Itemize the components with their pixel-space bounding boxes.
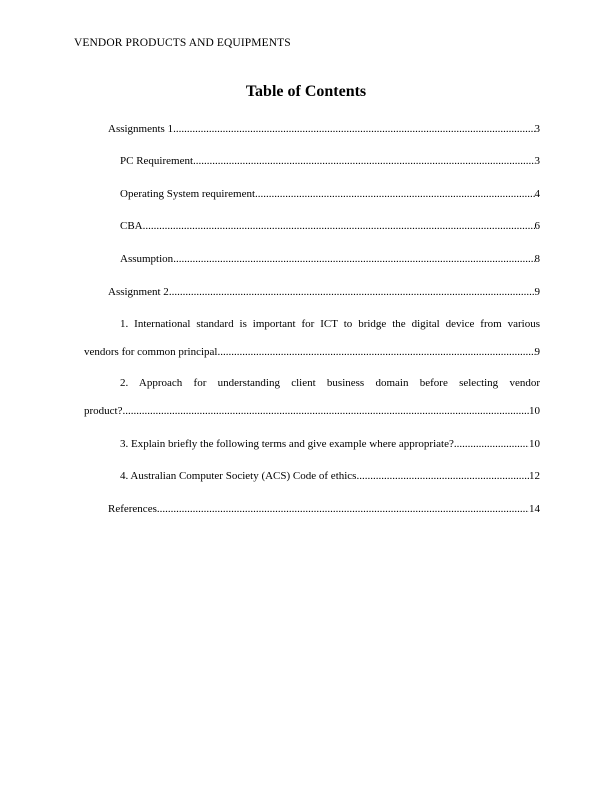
dot-leader (157, 502, 529, 516)
toc-entry-international-standard[interactable] (84, 317, 540, 359)
running-header: VENDOR PRODUCTS AND EQUIPMENTS (74, 37, 291, 49)
dot-leader (169, 285, 535, 299)
dot-leader (218, 345, 535, 359)
toc-entry-page: 8 (534, 253, 540, 265)
toc-entry-references[interactable] (108, 502, 540, 516)
dot-leader (122, 404, 529, 418)
toc-entry-label-line2: product? (84, 405, 123, 417)
toc-entry-page: 4 (534, 188, 540, 200)
toc-entry-assignments-1[interactable] (108, 122, 540, 136)
toc-entry-page: 3 (534, 155, 540, 167)
toc-entry-label: Operating System requirement (120, 188, 256, 200)
toc-entry-explain-terms[interactable] (120, 437, 540, 451)
toc-entry-label-line1: 1. International standard is important for ICT to bridge the digital device from various (120, 318, 540, 330)
toc-entry-page: 3 (534, 123, 540, 135)
toc-entry-client-business-domain[interactable] (84, 376, 540, 418)
toc-entry-page: 14 (529, 503, 540, 515)
toc-entry-pc-requirement[interactable] (120, 154, 540, 168)
toc-entry-label: 3. Explain briefly the following terms and give example where appropriate? (120, 438, 454, 450)
toc-entry-label: Assumption (120, 253, 174, 265)
dot-leader (255, 187, 534, 201)
toc-entry-page: 10 (529, 438, 540, 450)
toc-entry-label: PC Requirement (120, 155, 194, 167)
dot-leader (173, 122, 534, 136)
toc-entry-page: 6 (534, 220, 540, 232)
toc-entry-assumption[interactable] (120, 252, 540, 266)
toc-entry-label: 4. Australian Computer Society (ACS) Code of ethics (120, 470, 357, 482)
toc-entry-label: Assignments 1 (108, 123, 174, 135)
toc-entry-acs-code-of-ethics[interactable] (120, 469, 540, 483)
toc-entry-label-line1: 2. Approach for understanding client business domain before selecting vendor (120, 377, 540, 389)
toc-entry-label: References (108, 503, 157, 515)
toc-entry-label: CBA (120, 220, 143, 232)
dot-leader (356, 469, 529, 483)
dot-leader (454, 437, 529, 451)
toc-entry-os-requirement[interactable] (120, 187, 540, 201)
dot-leader (193, 154, 534, 168)
dot-leader (143, 219, 535, 233)
toc-entry-assignment-2[interactable] (108, 285, 540, 299)
toc-entry-page: 9 (534, 346, 540, 358)
toc-title: Table of Contents (245, 83, 367, 100)
toc-entry-page: 12 (529, 470, 540, 482)
toc-entry-label: Assignment 2 (108, 286, 169, 298)
toc-entry-page: 10 (529, 405, 540, 417)
toc-entry-label-line2: vendors for common principal (84, 346, 218, 358)
dot-leader (173, 252, 534, 266)
toc-entry-cba[interactable] (120, 219, 540, 233)
toc-entry-page: 9 (534, 286, 540, 298)
